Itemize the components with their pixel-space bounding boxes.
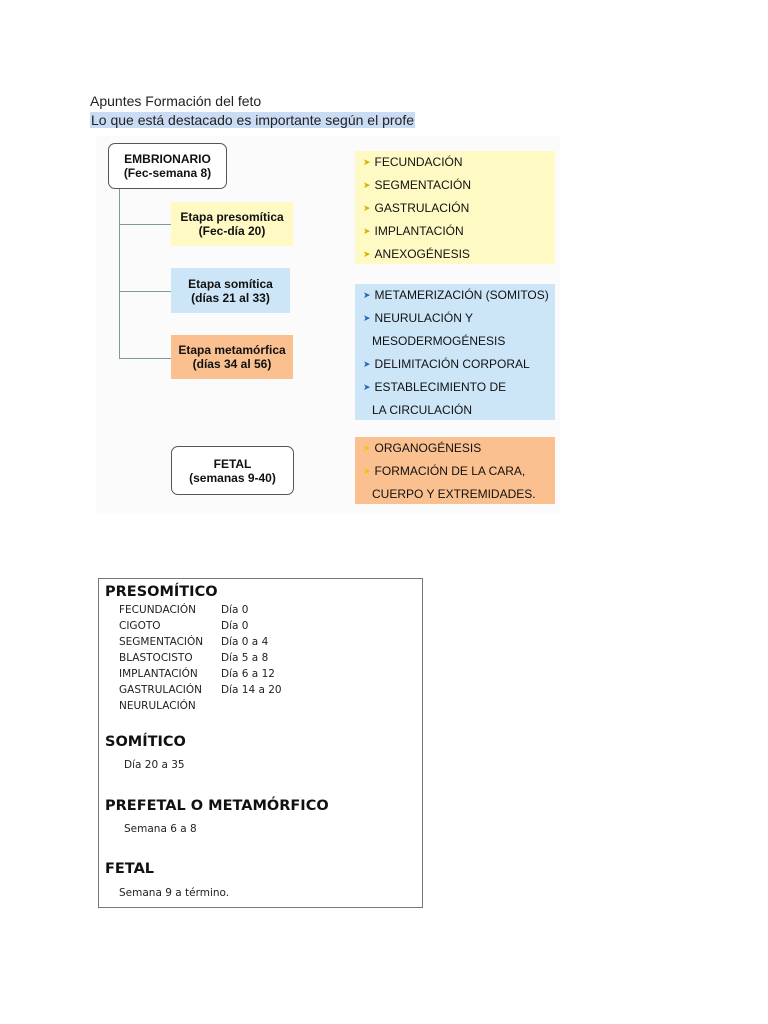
embrionario-node bbox=[108, 143, 227, 189]
list-item: ➤ ANEXOGÉNESIS bbox=[363, 247, 470, 261]
metamorfica-range: (días 34 al 56) bbox=[192, 357, 272, 371]
connector-somitica bbox=[119, 291, 171, 292]
table-row-value: Día 0 bbox=[221, 620, 249, 632]
embrionario-label: EMBRIONARIO bbox=[124, 152, 211, 166]
doc-subtitle-highlighted: Lo que está destacado es importante según el profe bbox=[91, 112, 414, 128]
list-item: LA CIRCULACIÓN bbox=[372, 403, 473, 417]
arrow-bullet-icon: ➤ bbox=[363, 203, 371, 213]
list-item: ➤ DELIMITACIÓN CORPORAL bbox=[363, 357, 530, 371]
somitica-range: (días 21 al 33) bbox=[191, 290, 270, 305]
list-item: ➤ ESTABLECIMIENTO DE bbox=[363, 380, 507, 394]
fetal-node bbox=[171, 446, 294, 495]
somitica-label: Etapa somítica bbox=[188, 276, 273, 291]
presomitic-events-list bbox=[355, 151, 555, 264]
embrionario-range: (Fec-semana 8) bbox=[123, 166, 212, 180]
presomitica-range: (Fec-día 20) bbox=[198, 224, 266, 238]
connector-metamorfica bbox=[119, 358, 171, 359]
stage-summary-box bbox=[98, 578, 423, 908]
table-row-value: Día 0 bbox=[221, 604, 249, 616]
table-row: IMPLANTACIÓN bbox=[119, 668, 198, 680]
table-row: NEURULACIÓN bbox=[119, 700, 196, 712]
table-row: SEGMENTACIÓN bbox=[119, 636, 204, 648]
list-item: CUERPO Y EXTREMIDADES. bbox=[372, 487, 536, 501]
arrow-bullet-icon: ➤ bbox=[363, 226, 371, 236]
arrow-bullet-icon: ➤ bbox=[363, 249, 371, 259]
table-row-value: Día 0 a 4 bbox=[221, 636, 269, 648]
presomitica-label: Etapa presomítica bbox=[180, 210, 284, 224]
connector-vertical bbox=[119, 188, 120, 359]
list-item: MESODERMOGÉNESIS bbox=[372, 334, 506, 348]
fetal-range: Semana 9 a término. bbox=[119, 887, 230, 899]
list-item: ➤ NEURULACIÓN Y bbox=[363, 311, 474, 325]
table-row-value: Día 6 a 12 bbox=[221, 668, 275, 680]
table-row: BLASTOCISTO bbox=[119, 652, 193, 664]
table-row-value: Día 5 a 8 bbox=[221, 652, 269, 664]
list-item: ➤ SEGMENTACIÓN bbox=[363, 178, 471, 192]
fetal-label: FETAL bbox=[213, 456, 252, 471]
list-item: ➤ IMPLANTACIÓN bbox=[363, 224, 464, 238]
table-row-value: Día 14 a 20 bbox=[221, 684, 282, 696]
arrow-bullet-icon: ➤ bbox=[363, 313, 371, 323]
list-item: ➤ FECUNDACIÓN bbox=[363, 155, 463, 169]
fetal-range: (semanas 9-40) bbox=[189, 470, 276, 485]
list-item: ➤ ORGANOGÉNESIS bbox=[363, 441, 482, 455]
arrow-bullet-icon: ➤ bbox=[363, 180, 371, 190]
arrow-bullet-icon: ➤ bbox=[363, 157, 371, 167]
embryo-stages-diagram bbox=[96, 136, 560, 514]
doc-title: Apuntes Formación del feto bbox=[90, 93, 262, 109]
prefetal-range: Semana 6 a 8 bbox=[124, 823, 197, 835]
presomitico-heading: PRESOMÍTICO bbox=[105, 584, 218, 600]
fetal-heading: FETAL bbox=[105, 861, 155, 877]
list-item: ➤ GASTRULACIÓN bbox=[363, 201, 470, 215]
somitico-range: Día 20 a 35 bbox=[124, 759, 185, 771]
arrow-bullet-icon: ➤ bbox=[363, 359, 371, 369]
list-item: ➤ FORMACIÓN DE LA CARA, bbox=[363, 464, 526, 478]
somitic-events-list bbox=[355, 284, 555, 420]
connector-presomitica bbox=[119, 224, 171, 225]
metamorfica-label: Etapa metamórfica bbox=[178, 343, 286, 357]
table-row: GASTRULACIÓN bbox=[119, 684, 203, 696]
fetal-events-list bbox=[355, 437, 555, 504]
arrow-bullet-icon: ➤ bbox=[363, 443, 371, 453]
arrow-bullet-icon: ➤ bbox=[363, 466, 371, 476]
metamorfica-node bbox=[171, 335, 293, 379]
table-row: CIGOTO bbox=[119, 620, 161, 632]
arrow-bullet-icon: ➤ bbox=[363, 290, 371, 300]
table-row: FECUNDACIÓN bbox=[119, 604, 196, 616]
list-item: ➤ METAMERIZACIÓN (SOMITOS) bbox=[363, 288, 549, 302]
prefetal-heading: PREFETAL O METAMÓRFICO bbox=[105, 798, 329, 814]
arrow-bullet-icon: ➤ bbox=[363, 382, 371, 392]
presomitica-node bbox=[171, 202, 293, 246]
somitica-node bbox=[171, 268, 290, 313]
somitico-heading: SOMÍTICO bbox=[105, 734, 186, 750]
